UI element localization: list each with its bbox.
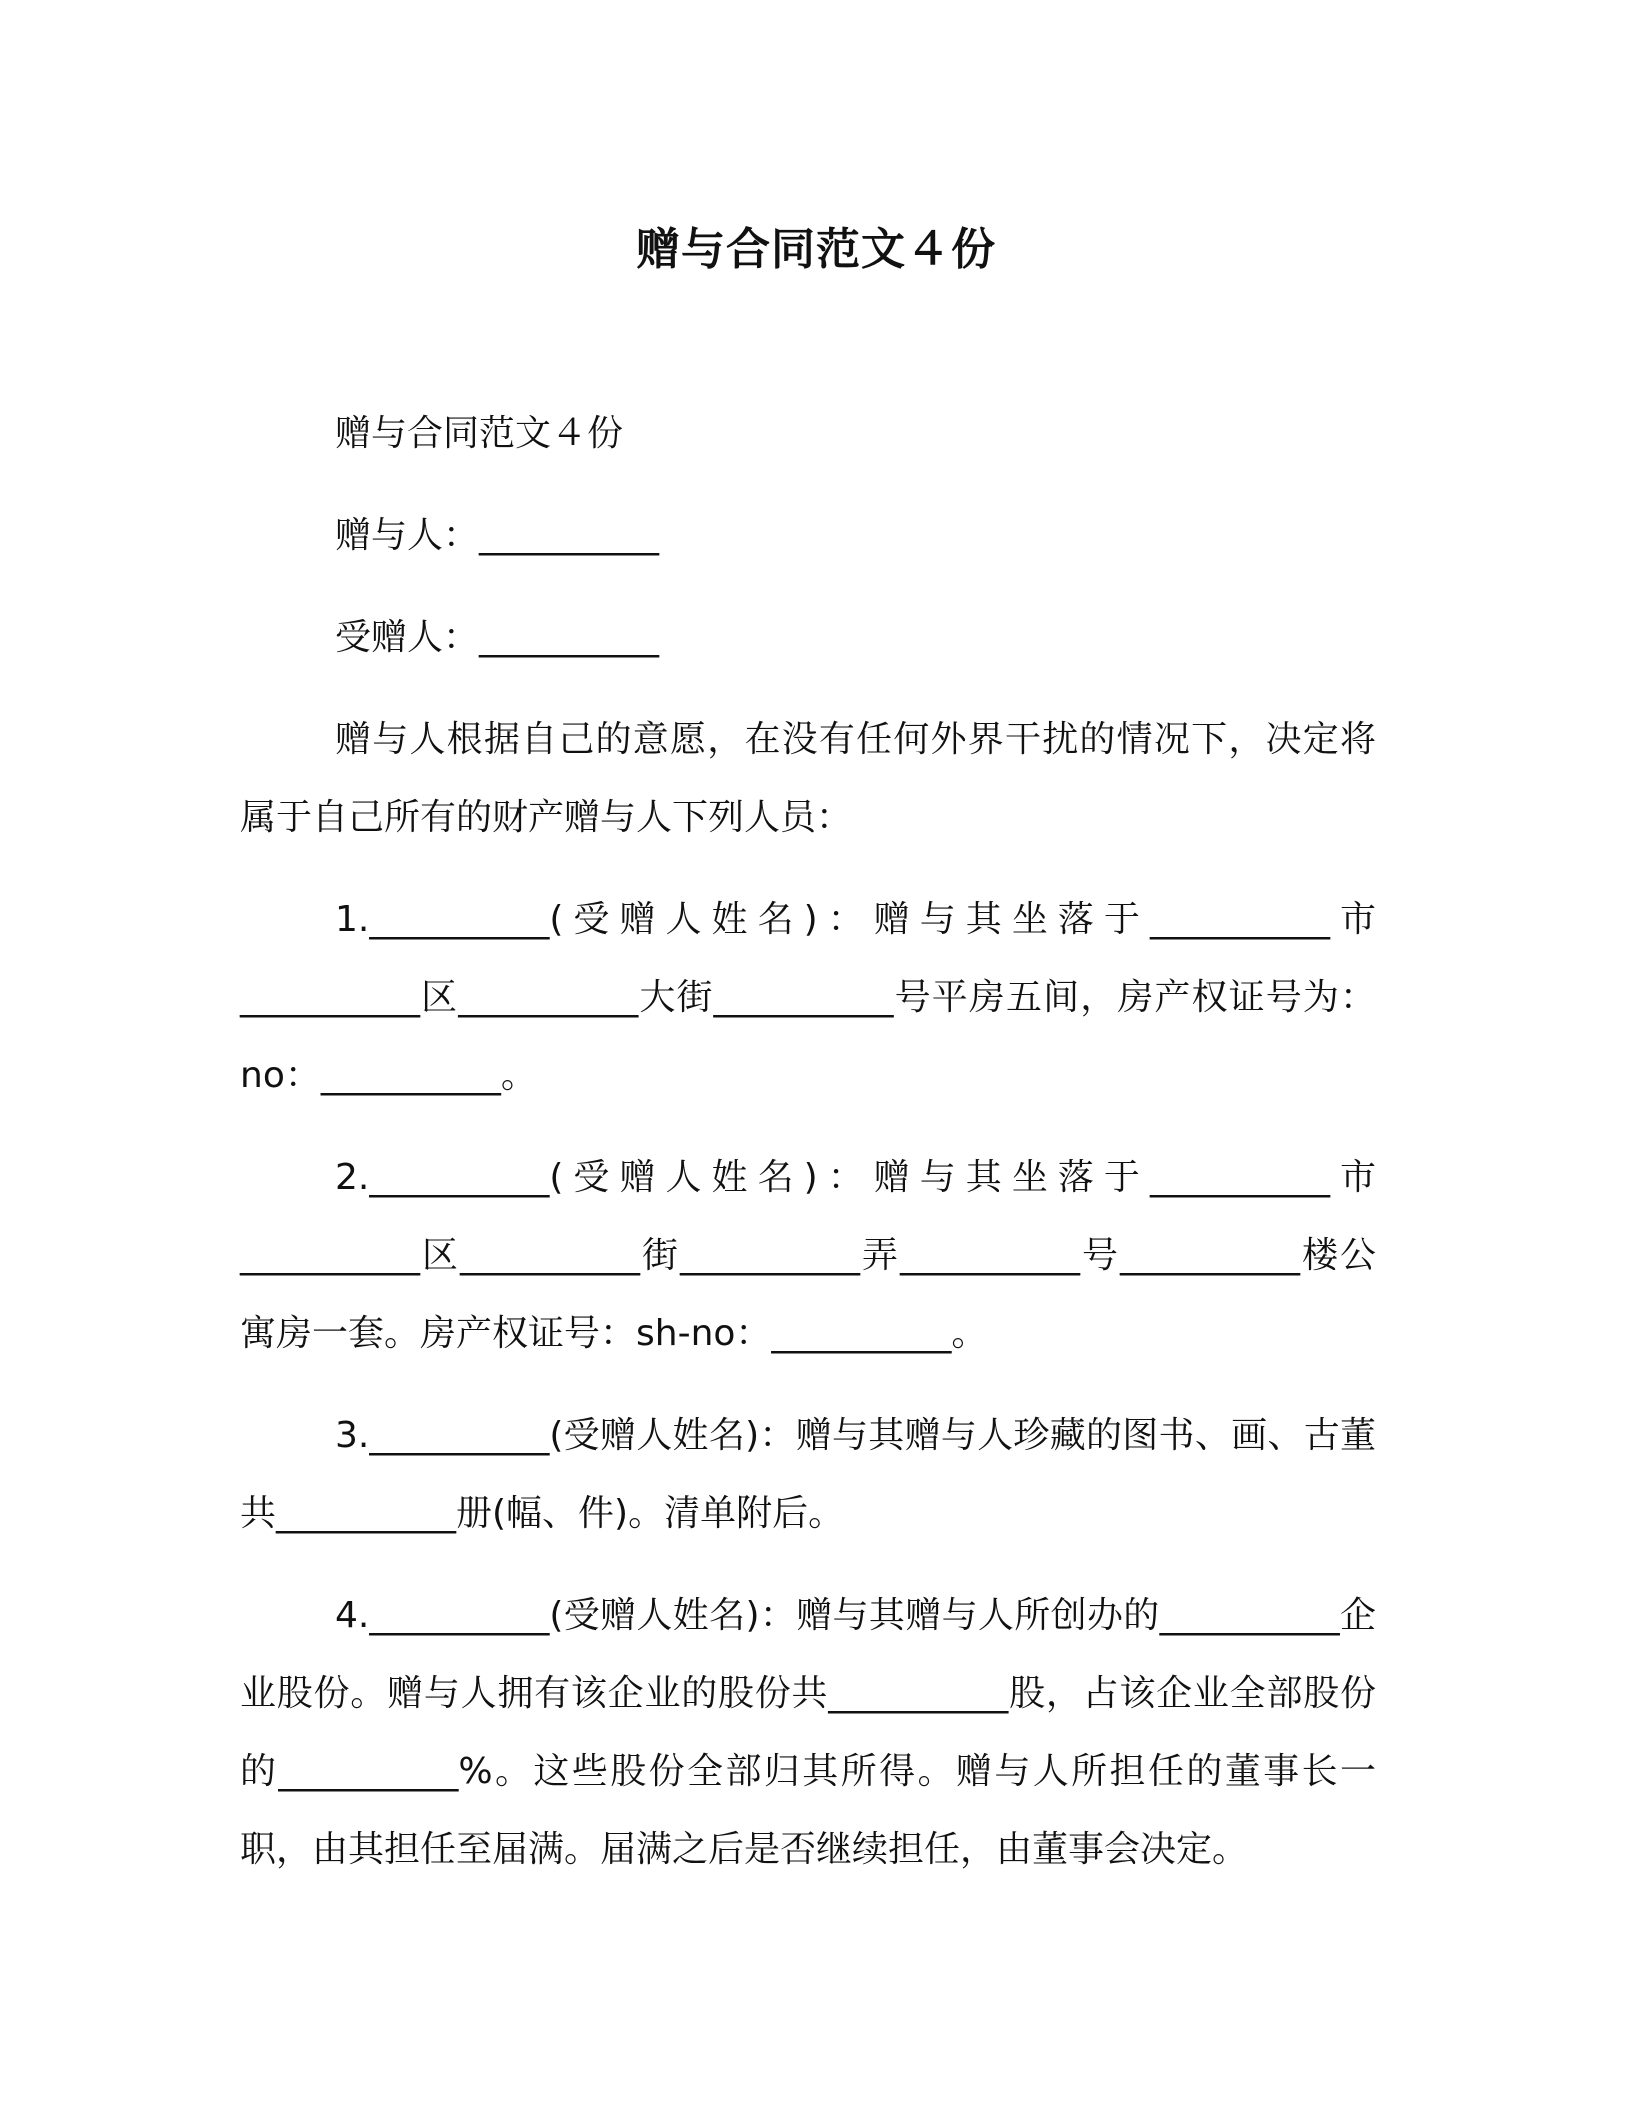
clause-3-paragraph: 3.__________(受赠人姓名)：赠与其赠与人珍藏的图书、画、古董共__________册(幅、件)。清单附后。 bbox=[240, 1415, 1376, 1534]
clause-4-paragraph: 4.__________(受赠人姓名)：赠与其赠与人所创办的__________企业股份。赠与人拥有该企业的股份共__________股，占该企业全部股份的__________%。这些股份全部归其所得。赠与人所担任的董事长一职，由其担任至届满。届满之后是否继续担任，由董事会决定。 bbox=[240, 1595, 1376, 1870]
intro-paragraph: 赠与人根据自己的意愿，在没有任何外界干扰的情况下，决定将属于自己所有的财产赠与人下列人员： bbox=[240, 719, 1376, 838]
document-body bbox=[240, 395, 1376, 1889]
subtitle-paragraph: 赠与合同范文４份 bbox=[335, 413, 624, 454]
clause-2-paragraph: 2.__________(受赠人姓名)：赠与其坐落于__________市__________区__________街__________弄__________号__________楼公寓房一套。房产权证号：sh-no：__________。 bbox=[240, 1157, 1376, 1354]
document-title: 赠与合同范文４份 bbox=[636, 224, 996, 275]
clause-1-paragraph: 1.__________(受赠人姓名)：赠与其坐落于__________市__________区__________大街__________号平房五间，房产权证号为：no：__________。 bbox=[240, 899, 1376, 1096]
donee-line: 受赠人：__________ bbox=[335, 617, 660, 658]
donor-line: 赠与人：__________ bbox=[335, 515, 660, 556]
